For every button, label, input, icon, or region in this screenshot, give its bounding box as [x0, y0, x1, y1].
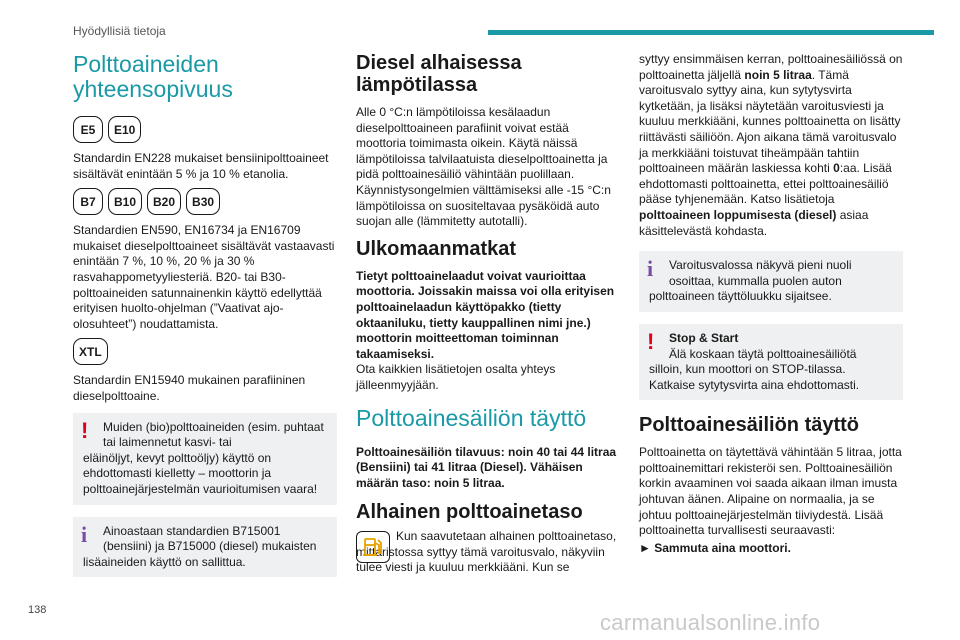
fuel-badge-b10: B10	[108, 188, 142, 215]
column-2	[356, 52, 618, 576]
fuel-badge-b7: B7	[73, 188, 103, 215]
info-icon: i	[81, 521, 88, 547]
low-fuel-text: Kun saavutetaan alhainen polttoainetaso, mittaristossa syttyy tämä varoitusvalo, näkyviin tulee viesti ja kuuluu merkkiääni. Kun se	[356, 529, 617, 575]
fuel-pump-warning-icon	[356, 531, 390, 563]
fuel-badge-b30: B30	[186, 188, 220, 215]
fuel-badge-xtl: XTL	[73, 338, 108, 365]
fill-title: Polttoainesäiliön täyttö	[639, 414, 860, 437]
column-1	[73, 52, 337, 589]
stop-start-rest: silloin, kun moottori on STOP-tilassa. Katkaise sytytysvirta aina ehdottomasti.	[649, 362, 860, 392]
xtl-text: Standardin EN15940 mukainen parafiininen dieselpolttoaine.	[73, 373, 306, 403]
fuel-badge-e10: E10	[108, 116, 141, 143]
warning-rest: eläinöljyt, kevyt polttoöljy) käyttö on ehdottomasti kielletty – moottorin ja polttoainejärjestelmän vaurioitumisen vaara!	[83, 450, 318, 496]
page-number: 138	[28, 604, 47, 616]
info-arrow-rest: polttoaineen täyttöluukku sijaitsee.	[649, 289, 832, 304]
fuel-compatibility-title: Polttoaineiden yhteensopivuus	[73, 51, 233, 102]
fill-text: Polttoainetta on täytettävä vähintään 5 litraa, jotta polttoainemittari rekisteröi sen. Polttoainesäiliön korkin avaaminen voi saada aikaan ilman imusta johtuvan äänen. Alipaine on normaalia, ja se johtuu polttoainejärjestelmän tiiviydestä. Lisää polttoainetta turvallisesti seuraavasti:	[639, 445, 902, 538]
low-fuel-row	[356, 529, 618, 576]
diesel-low-temp-text: Alle 0 °C:n lämpötiloissa kesälaadun dieselpolttoaineen parafiinit voivat estää moottoria toimimasta oikein. Käytä näissä lämpötiloissa talvilaatuista dieselpolttoainetta ja pidä polttoainesäiliö vähintään puolillaan. Käynnistysongelmien välttämiseksi alle -15 °C:n lämpötiloissa on suositeltavaa pysäköidä auto suojan alle (lämmitetty autotalli).	[356, 105, 611, 229]
warning-exclamation-icon: !	[81, 417, 89, 443]
info-rest: lisäaineiden käyttö on sallittua.	[83, 554, 246, 569]
abroad-bold-text: Tietyt polttoainelaadut voivat vaurioittaa moottoria. Joissakin maissa voi olla erityisen polttoainelaadun käyttöpakko (tietty oktaaniluku, tietty kauppallinen nimi jne.) moottorin moitteettoman toiminnan takaamiseksi.	[356, 268, 615, 361]
low-fuel-title: Alhainen polttoainetaso	[356, 501, 583, 524]
stop-start-title: Stop & Start	[669, 330, 739, 345]
section-header: Hyödyllisiä tietoja	[73, 24, 166, 38]
warning-first-line: Muiden (bio)polttoaineiden (esim. puhtaat tai laimennetut kasvi- tai	[103, 419, 324, 450]
fuel-badge-b20: B20	[147, 188, 181, 215]
petrol-badges	[73, 116, 337, 143]
stop-start-warning-box	[639, 324, 903, 400]
info-box-arrow	[639, 251, 903, 312]
abroad-text: Ota kaikkien lisätietojen osalta yhteys jälleenmyyjään.	[356, 362, 556, 392]
column-3	[639, 52, 903, 562]
tank-capacity-text: Polttoainesäiliön tilavuus: noin 40 tai 44 litraa (Bensiini) tai 41 litraa (Diesel). Vähäisen määrän taso: noin 5 litraa.	[356, 444, 617, 490]
low-fuel-continued-text: syttyy ensimmäisen kerran, polttoainesäiliössä on polttoainetta jäljellä noin 5 litraa. Tämä varoitusvalo syttyy aina, kun sytytysvirta kytketään, ja lisäksi näytetään varoitusviesti ja kuuluu merkkiääni, kunnes polttoainetta on lisätty riittävästi säiliöön. Ajon aikana tämä varoitusvalo ja merkkiääni toistuvat tiheämpään tahtiin polttoaineen määrän laskiessa kohti 0:aa. Lisää ehdottomasti polttoainetta, ettei polttoainesäiliö pääse tyhjenemään. Katso lisätietoja polttoaineen loppumisesta (diesel) asiaa käsittelevästä kohdasta.	[639, 52, 903, 238]
diesel-badges	[73, 188, 337, 215]
info-first-line: Ainoastaan standardien B715001 (bensiini) ja B715000 (diesel) mukaisten	[103, 523, 317, 554]
fuel-badge-e5: E5	[73, 116, 103, 143]
diesel-low-temp-title: Diesel alhaisessa lämpötilassa	[356, 52, 522, 96]
warning-exclamation-icon: !	[647, 328, 655, 354]
fill-step-1: ► Sammuta aina moottori.	[639, 540, 791, 555]
warning-box	[73, 413, 337, 505]
info-box	[73, 517, 337, 578]
stop-start-first-line: Älä koskaan täytä polttoainesäiliötä	[669, 346, 857, 361]
diesel-text: Standardien EN590, EN16734 ja EN16709 mukaiset dieselpolttoaineet sisältävät vastaavasti enintään 7 %, 10 %, 20 % ja 30 % rasvahappometyyliesteriä. B20- tai B30-polttoaineiden satunnainenkin käyttö edellyttää erityisen huolto-ohjelman (”Vaativat ajo-olosuhteet”) noudattamista.	[73, 223, 335, 331]
petrol-text: Standardin EN228 mukaiset bensiinipolttoaineet sisältävät enintään 5 % ja 10 % etanolia.	[73, 151, 329, 181]
info-arrow-first-line: Varoitusvalossa näkyvä pieni nuoli osoittaa, kummalla puolen auton	[669, 258, 852, 288]
xtl-badges	[73, 338, 337, 365]
info-icon: i	[647, 256, 654, 282]
watermark: carmanualsonline.info	[600, 610, 821, 635]
header-accent-bar	[488, 30, 934, 35]
arrow-marker-icon: ►	[639, 540, 651, 555]
abroad-title: Ulkomaanmatkat	[356, 237, 517, 260]
tank-title: Polttoainesäiliön täyttö	[356, 404, 587, 431]
